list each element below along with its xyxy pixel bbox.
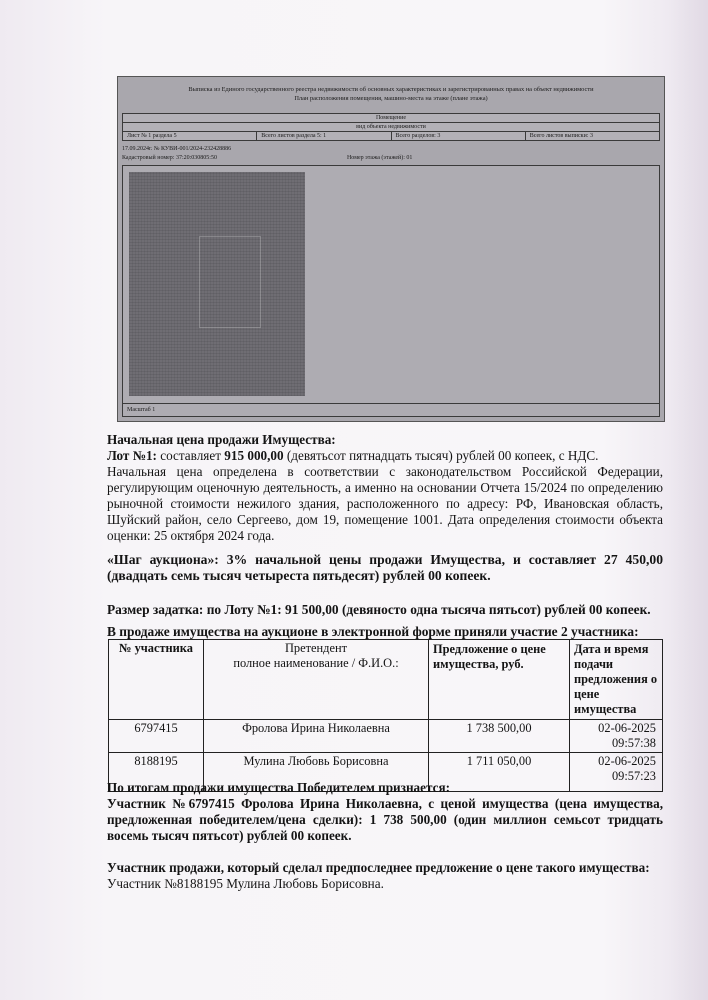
second-place: Участник №8188195 Мулина Любовь Борисовна. [107, 876, 384, 891]
start-price-heading: Начальная цена продажи Имущества: [107, 432, 336, 447]
bids-table [108, 639, 663, 792]
extract-date-number: 17.09.2024г. № КУВИ-001/2024-232428886 [122, 146, 232, 152]
participant-datetime [570, 720, 663, 753]
col-applicant [204, 640, 429, 720]
col-applicant-title: Претендент [284, 641, 348, 655]
participant-name: Фролова Ирина Николаевна [204, 720, 429, 753]
col-date: Дата и время подачи предложения о цене имущества [570, 640, 663, 720]
participant-date: 02-06-2025 [598, 754, 656, 768]
extract-total-sections: Всего разделов: 3 [392, 132, 526, 140]
result-heading: По итогам продажи имущества Победителем признается: [107, 780, 451, 795]
extract-row-sheets [122, 131, 660, 141]
participants-heading: В продаже имущества на аукционе в электронной форме приняли участие 2 участника: [107, 624, 639, 639]
extract-header [118, 77, 664, 103]
second-place-heading: Участник продажи, который сделал предпоследнее предложение о цене такого имущества: [107, 860, 650, 875]
table-row [109, 720, 663, 753]
extract-cadastral: Кадастровый номер: 37:20:030805:50 [122, 155, 217, 161]
lot-amount: 915 000,00 [224, 448, 284, 463]
extract-title: Выписка из Единого государственного реестра недвижимости об основных характеристиках и зарегистрированных правах на объект недвижимости [188, 86, 594, 93]
floor-plan-frame [122, 165, 660, 417]
extract-rows [122, 113, 660, 141]
lot-price-line [107, 448, 598, 464]
participant-number: 8188195 [109, 753, 204, 792]
page-fold-shadow [668, 0, 708, 1000]
col-applicant-subtitle: полное наименование / Ф.И.О.: [233, 656, 399, 670]
extract-scale: Масштаб 1 [123, 403, 659, 416]
extract-row-type: вид объекта недвижимости [122, 122, 660, 131]
floor-plan-image [129, 172, 305, 396]
participant-offer: 1 711 050,00 [429, 753, 570, 792]
winner-paragraph: Участник №6797415 Фролова Ирина Николаевна, с ценой имущества (цена имущества, предложенная победителем/цена сделки): 1 738 500,00 (один миллион семьсот тридцать восемь тысяч пятьсот) рублей 00 копеек. [107, 796, 663, 843]
extract-total-extract: Всего листов выписки: 3 [529, 133, 593, 139]
col-offer: Предложение о цене имущества, руб. [429, 640, 570, 720]
deposit: Размер задатка: по Лоту №1: 91 500,00 (девяносто одна тысяча пятьсот) рублей 00 копеек. [107, 602, 651, 617]
lot-label: Лот №1: [107, 448, 157, 463]
lot-text-before: составляет [156, 448, 225, 463]
extract-meta [122, 145, 660, 163]
auction-step: «Шаг аукциона»: 3% начальной цены продажи Имущества, и составляет 27 450,00 (двадцать семь тысяч четыреста пятьдесят) рублей 00 копеек. [107, 552, 663, 583]
participant-name: Мулина Любовь Борисовна [204, 753, 429, 792]
extract-floor: Номер этажа (этажей): 01 [346, 155, 413, 161]
price-basis-paragraph: Начальная цена определена в соответствии с законодательством Российской Федерации, регулирующим оценочную деятельность, а именно на основании Отчета 15/2024 по определению рыночной стоимости нежилого здания, расположенного по адресу: РФ, Ивановская область, Шуйский район, село Сергеево, дом 19, помещение 1001. Дата определения стоимости объекта оценки: 25 октября 2024 года. [107, 464, 663, 543]
extract-row-premises: Помещение [122, 113, 660, 122]
participant-datetime [570, 753, 663, 792]
extract-total-section: Всего листов раздела 5: 1 [257, 132, 391, 140]
participant-date: 02-06-2025 [598, 721, 656, 735]
participant-time: 09:57:38 [611, 736, 656, 750]
participant-number: 6797415 [109, 720, 204, 753]
egrn-extract-image [117, 76, 665, 422]
extract-sheet: Лист № 1 раздела 5 [123, 132, 257, 140]
bids-table-header [109, 640, 663, 720]
participant-time: 09:57:23 [611, 769, 656, 783]
participant-offer: 1 738 500,00 [429, 720, 570, 753]
extract-subtitle: План расположения помещения, машино-места на этаже (плане этажа) [294, 95, 488, 102]
col-participant-number: № участника [109, 640, 204, 720]
lot-text-after: (девятьсот пятнадцать тысяч) рублей 00 копеек, с НДС. [283, 448, 599, 463]
